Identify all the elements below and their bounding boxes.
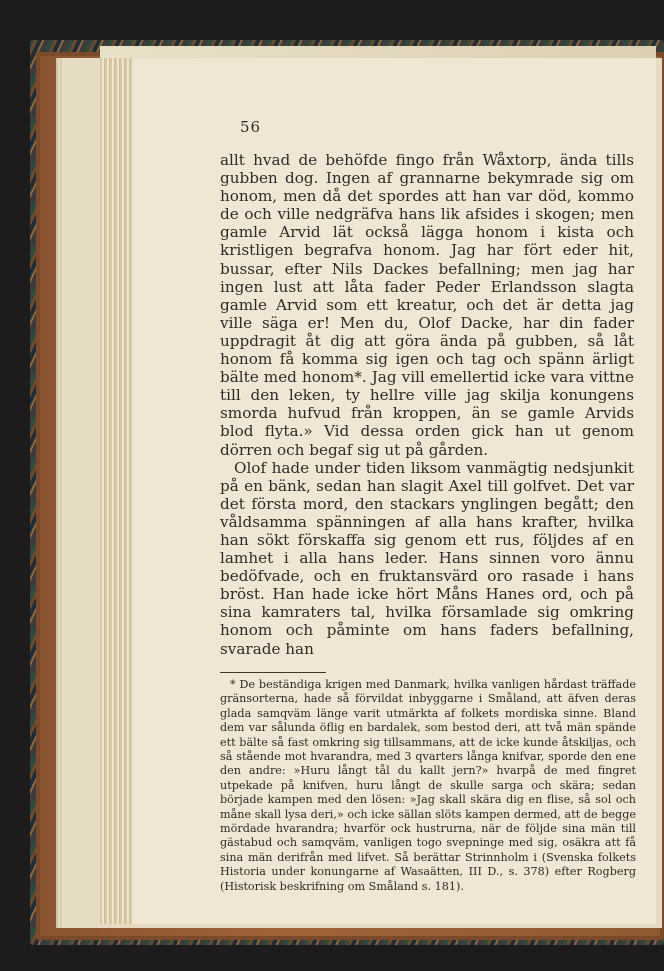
footnote <box>220 678 636 894</box>
footnote-divider <box>220 672 326 673</box>
paragraph: allt hvad de behöfde fingo från Wåxtorp, ända tills gubben dog. Ingen af grannarne bekymrade sig om honom, men då det spordes att han var död, kommo de och ville nedgräfva hans lik afsides i skogen; men gamle Arvid lät också lägga honom i kista och kristligen begrafva honom. Jag har fört eder hit, bussar, efter Nils Dackes befallning; men jag har ingen lust att låta fader Peder Erlandsson slagta gamle Arvid som ett kreatur, och det är detta jag ville säga er! Men du, Olof Dacke, har din fader uppdragit åt dig att göra ända på gubben, så låt honom få komma sig igen och tag och spänn ärligt bälte med honom*. Jag vill emellertid icke vara vittne till den leken, ty hellre ville jag skilja konungens smorda hufvud från kroppen, än se gamle Arvids blod flyta.» Vid dessa orden gick han ut genom dörren och begaf sig ut på gården. <box>220 151 634 459</box>
footnote-text: * De beständiga krigen med Danmark, hvilka vanligen hårdast träffade gränsorterna, hade så förvildat inbyggarne i Småland, att äfven deras glada samqväm länge varit utmärkta af folkets mordiska sinne. Bland dem var sålunda öflig en bardalek, som bestod deri, att två män spände ett bälte så fast omkring sig tillsammans, att de icke kunde åtskiljas, och så stående mot hvarandra, med 3 qvarters långa knifvar, sporde den ene den andre: »Huru långt tål du kallt jern?» hvarpå de med fingret utpekade på knifven, huru långt de skulle sarga och skära; sedan började kampen med den lösen: »Jag skall skära dig en flise, så sol och måne skall lysa deri,» och icke sällan slöts kampen dermed, att de begge mördade hvarandra; hvarför ock hustrurna, när de följde sina män till gästabud och samqväm, vanligen togo svepninge med sig, osäkra att få sina män derifrån med lifvet. Så berättar Strinnholm i (Svenska folkets Historia under konungarne af Wasaätten, III D., s. 378) efter Rogberg (Historisk beskrifning om Småland s. 181). <box>220 678 636 893</box>
page-number: 56 <box>240 118 262 136</box>
body-text <box>220 151 634 658</box>
page-top-edge <box>100 46 656 58</box>
book-page <box>134 58 656 924</box>
page-gutter <box>100 58 134 924</box>
paragraph: Olof hade under tiden liksom vanmägtig nedsjunkit på en bänk, sedan han slagit Axel till golfvet. Det var det första mord, den stackars ynglingen begått; den våldsamma spänningen af alla hans krafter, hvilka han sökt förskaffa sig genom ett rus, följdes af en lamhet i alla hans leder. Hans sinnen voro ännu bedöfvade, och en fruktansvärd oro rasade i hans bröst. Han hade icke hört Måns Hanes ord, och på sina kamraters tal, hvilka församlade sig omkring honom och påminte om hans faders befallning, svarade han <box>220 458 634 658</box>
